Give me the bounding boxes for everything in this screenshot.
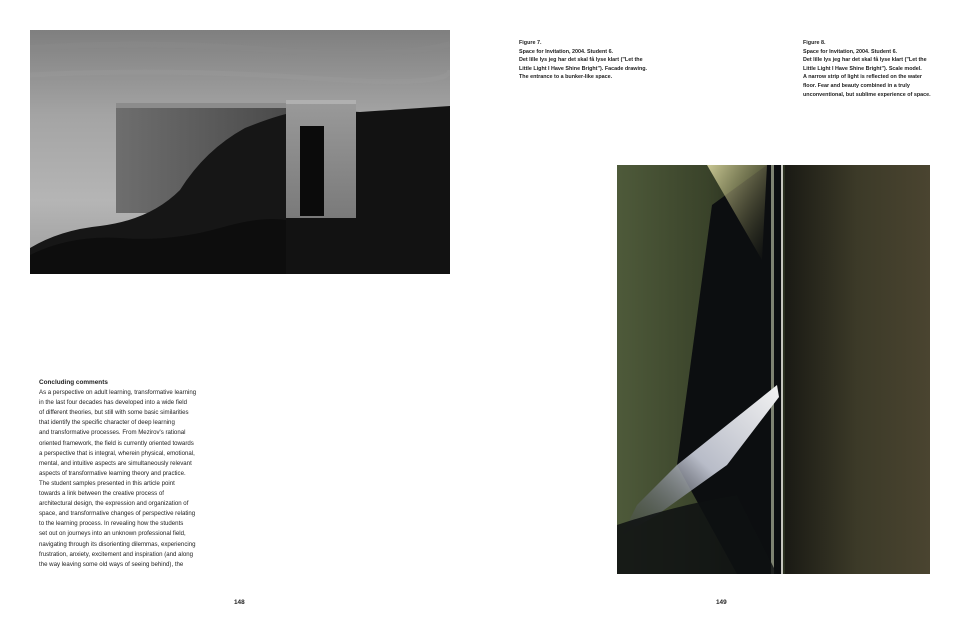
figure-8-scale-model-photo [617,165,930,574]
figure-8-caption-line: Figure 8. [803,40,826,46]
body-line: in the last four decades has developed into a wide field [39,399,188,407]
figure-7-caption-line: Figure 7. [519,40,542,46]
body-line: space, and transformative changes of perspective relating [39,510,196,518]
figure-8-caption-line: unconventional, but sublime experience of space. [803,91,931,98]
page-number-right: 149 [716,599,727,606]
figure-7-caption [519,39,648,82]
body-line: The student samples presented in this article point [39,479,175,487]
body-line: of different theories, but still with some basic similarities [39,409,189,417]
body-line: a perspective that is integral, wherein physical, emotional, [39,449,195,457]
body-line: frustration, anxiety, excitement and inspiration (and along [39,550,194,558]
figure-7-caption-line: Det lille lys jeg har det skal få lyse klart ("Let the [519,57,643,64]
body-line: architectural design, the expression and organization of [39,500,189,508]
figure-7-caption-line: The entrance to a bunker-like space. [519,74,613,81]
figure-7-caption-line: Little Light I Have Shine Bright"). Facade drawing. [519,65,648,72]
body-line: towards a link between the creative process of [39,490,164,498]
body-line: mental, and intuitive aspects are simultaneously relevant [39,459,192,467]
body-line: and transformative processes. From Mezirov's rational [39,429,186,437]
body-line: As a perspective on adult learning, transformative learning [39,389,197,397]
body-line: oriented framework, the field is currently oriented towards [39,439,194,447]
page-number-left: 148 [234,599,245,606]
figure-7-caption-line: Space for Invitation, 2004. Student 6. [519,48,614,55]
body-line: to the learning process. In revealing how the students [39,520,184,528]
concluding-comments-section [39,378,219,570]
body-line: the way leaving some old ways of seeing behind), the [39,560,184,568]
figure-8-caption-line: A narrow strip of light is reflected on the water [803,74,923,81]
figure-8-caption-line: Little Light I Have Shine Bright"). Scale model. [803,65,922,72]
figure-8-caption [803,39,931,99]
body-line: set out on journeys into an unknown professional field, [39,530,186,538]
figure-8-caption-line: floor. Fear and beauty combined in a truly [803,82,910,89]
figure-8-caption-line: Space for Invitation, 2004. Student 6. [803,48,898,55]
figure-8-caption-line: Det lille lys jeg har det skal få lyse klart ("Let the [803,57,927,64]
figure-7-facade-drawing [30,30,450,274]
section-heading: Concluding comments [39,379,108,386]
body-line: aspects of transformative learning theory and practice. [39,469,186,477]
body-line: navigating through its disorienting dilemmas, experiencing [39,540,196,548]
body-line: that identify the specific character of deep learning [39,419,175,427]
